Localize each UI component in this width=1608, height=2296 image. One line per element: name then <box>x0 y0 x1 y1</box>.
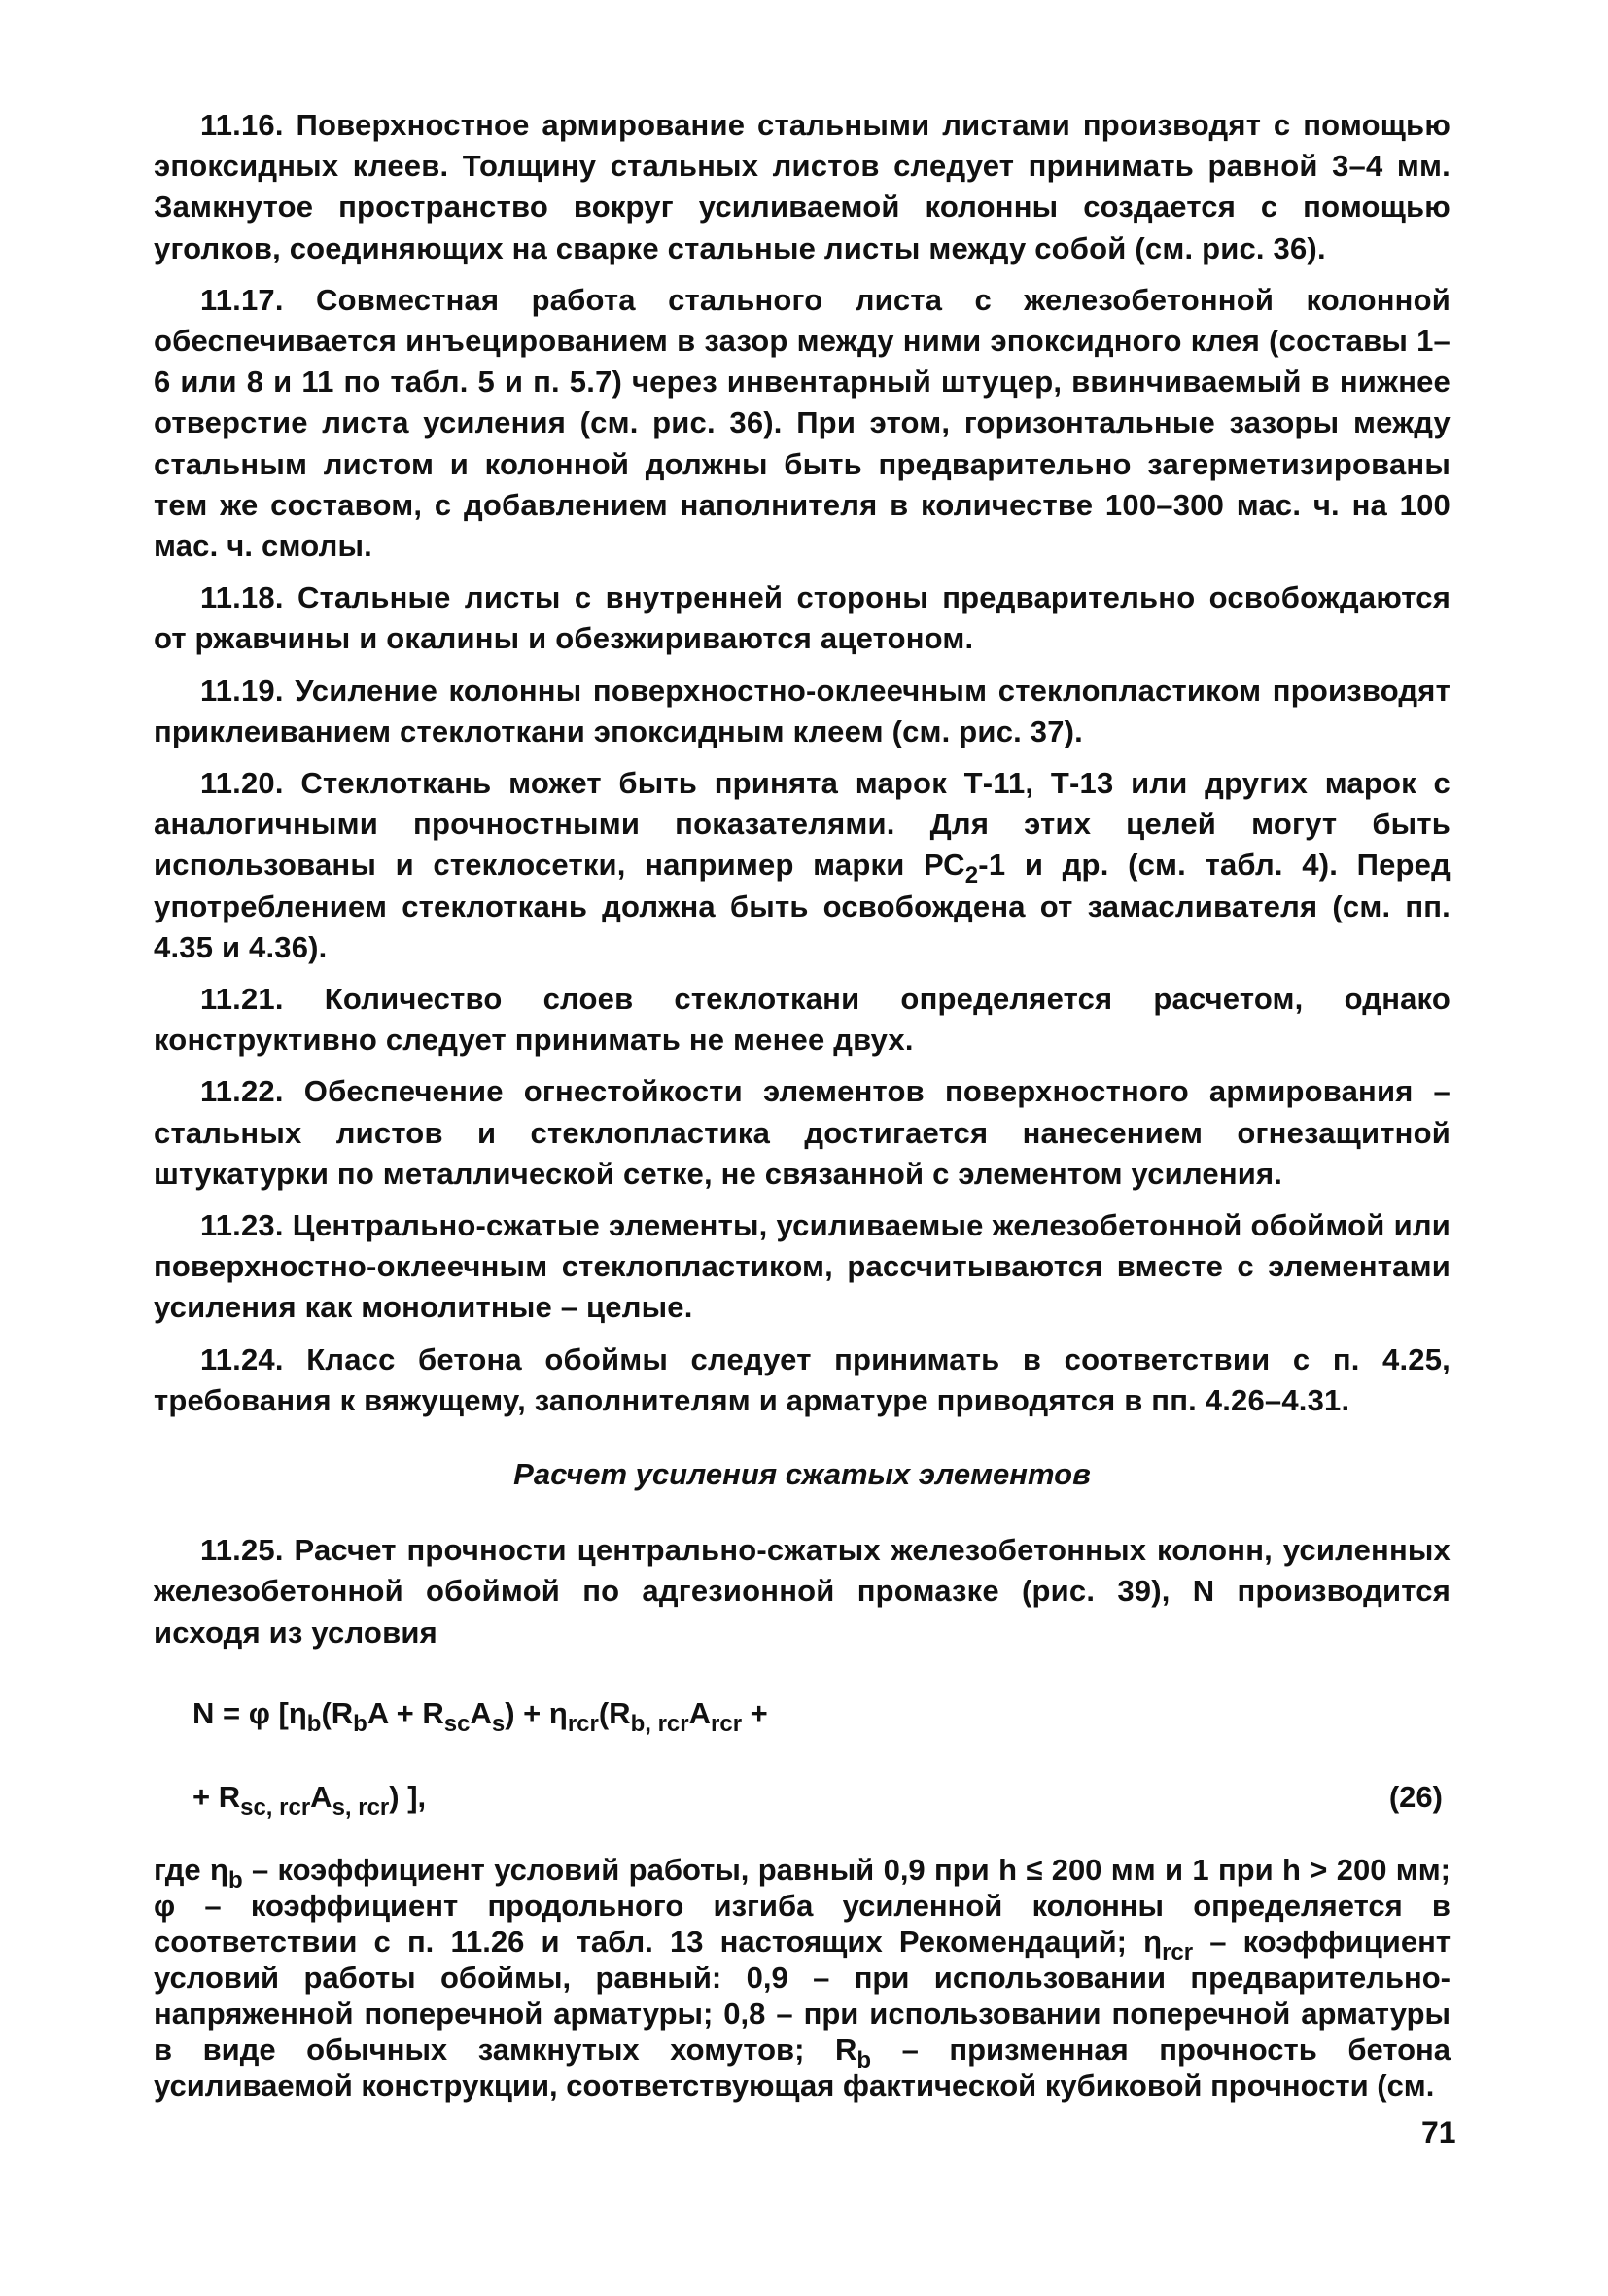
formula-explanation: где $\eta_b$ – коэффициент условий работы, равный 0,9 при h ≤ 200 мм и 1 при h > 200 мм; φ – коэффициент продольного изгиба усиленной колонны определяется в соответствии с п. 11.26 и табл. 13 настоящих Рекомендаций; $\eta_{rcr}$ – коэффициент условий работы обоймы, равный: 0,9 – при использовании предварительно-напряженной поперечной арматуры; 0,8 – при использовании поперечной арматуры в виде обычных замкнутых хомутов; $R_b$ – призменная прочность бетона усиливаемой конструкции, соответствующая фактической кубиковой прочности (см. <box>154 1852 1451 2103</box>
paragraph-11-16: 11.16. Поверхностное армирование стальными листами производят с помощью эпоксидных клеев. Толщину стальных листов следует принимать равной 3–4 мм. Замкнутое пространство вокруг усиливаемой колонны создается с помощью уголков, соединяющих на сварке стальные листы между собой (см. рис. 36). <box>154 108 1451 265</box>
page-number: 71 <box>1421 2115 1456 2150</box>
paragraph-11-19: 11.19. Усиление колонны поверхностно-оклеечным стеклопластиком производят приклеиванием стеклоткани эпоксидным клеем (см. рис. 37). <box>154 673 1451 748</box>
paragraph-11-18: 11.18. Стальные листы с внутренней стороны предварительно освобождаются от ржавчины и окалины и обезжириваются ацетоном. <box>154 580 1451 656</box>
paragraph-11-17: 11.17. Совместная работа стального листа с железобетонной колонной обеспечивается инъецированием в зазор между ними эпоксидного клея (составы 1–6 или 8 и 11 по табл. 5 и п. 5.7) через инвентарный штуцер, ввинчиваемый в нижнее отверстие листа усиления (см. рис. 36). При этом, горизонтальные зазоры между стальным листом и колонной должны быть предварительно загерметизированы тем же составом, с добавлением наполнителя в количестве 100–300 мас. ч. на 100 мас. ч. смолы. <box>154 282 1451 564</box>
paragraph-11-25: 11.25. Расчет прочности центрально-сжатых железобетонных колонн, усиленных железобетонной обоймой по адгезионной промазке (рис. 39), N производится исходя из условия <box>154 1533 1451 1650</box>
paragraph-11-21: 11.21. Количество слоев стеклоткани определяется расчетом, однако конструктивно следует принимать не менее двух. <box>154 982 1451 1058</box>
formula-26 <box>154 1696 1451 1842</box>
paragraph-11-22: 11.22. Обеспечение огнестойкости элементов поверхностного армирования – стальных листов и стеклопластика достигается нанесением огнезащитной штукатурки по металлической сетке, не связанной с элементом усиления. <box>154 1074 1451 1191</box>
formula-number: (26) <box>1388 1779 1443 1814</box>
paragraph-11-24: 11.24. Класс бетона обоймы следует принимать в соответствии с п. 4.25, требования к вяжущему, заполнителям и арматуре приводятся в пп. 4.26–4.31. <box>154 1341 1451 1417</box>
text-body <box>154 105 1451 2104</box>
formula-line-2: + $R_{sc, rcr}A_{s, rcr}$) ], <box>192 1779 427 1821</box>
section-heading: Расчет усиления сжатых элементов <box>513 1457 1091 1492</box>
paragraph-11-20: 11.20. Стеклоткань может быть принята марок Т-11, Т-13 или других марок с аналогичными прочностными показателями. Для этих целей могут быть использованы и стеклосетки, например марки $РС_2-1$ и др. (см. табл. 4). Перед употреблением стеклоткань должна быть освобождена от замасливателя (см. пп. 4.35 и 4.36). <box>154 766 1451 964</box>
paragraph-11-23: 11.23. Центрально-сжатые элементы, усиливаемые железобетонной обоймой или поверхностно-оклеечным стеклопластиком, рассчитываются вместе с элементами усиления как монолитные – целые. <box>154 1208 1451 1325</box>
formula-line-1: N = φ [$\eta_b(R_bA + R_{sc}A_s) + \eta_{rcr}(R_{b, rcr}A_{rcr}$ + <box>192 1695 768 1737</box>
